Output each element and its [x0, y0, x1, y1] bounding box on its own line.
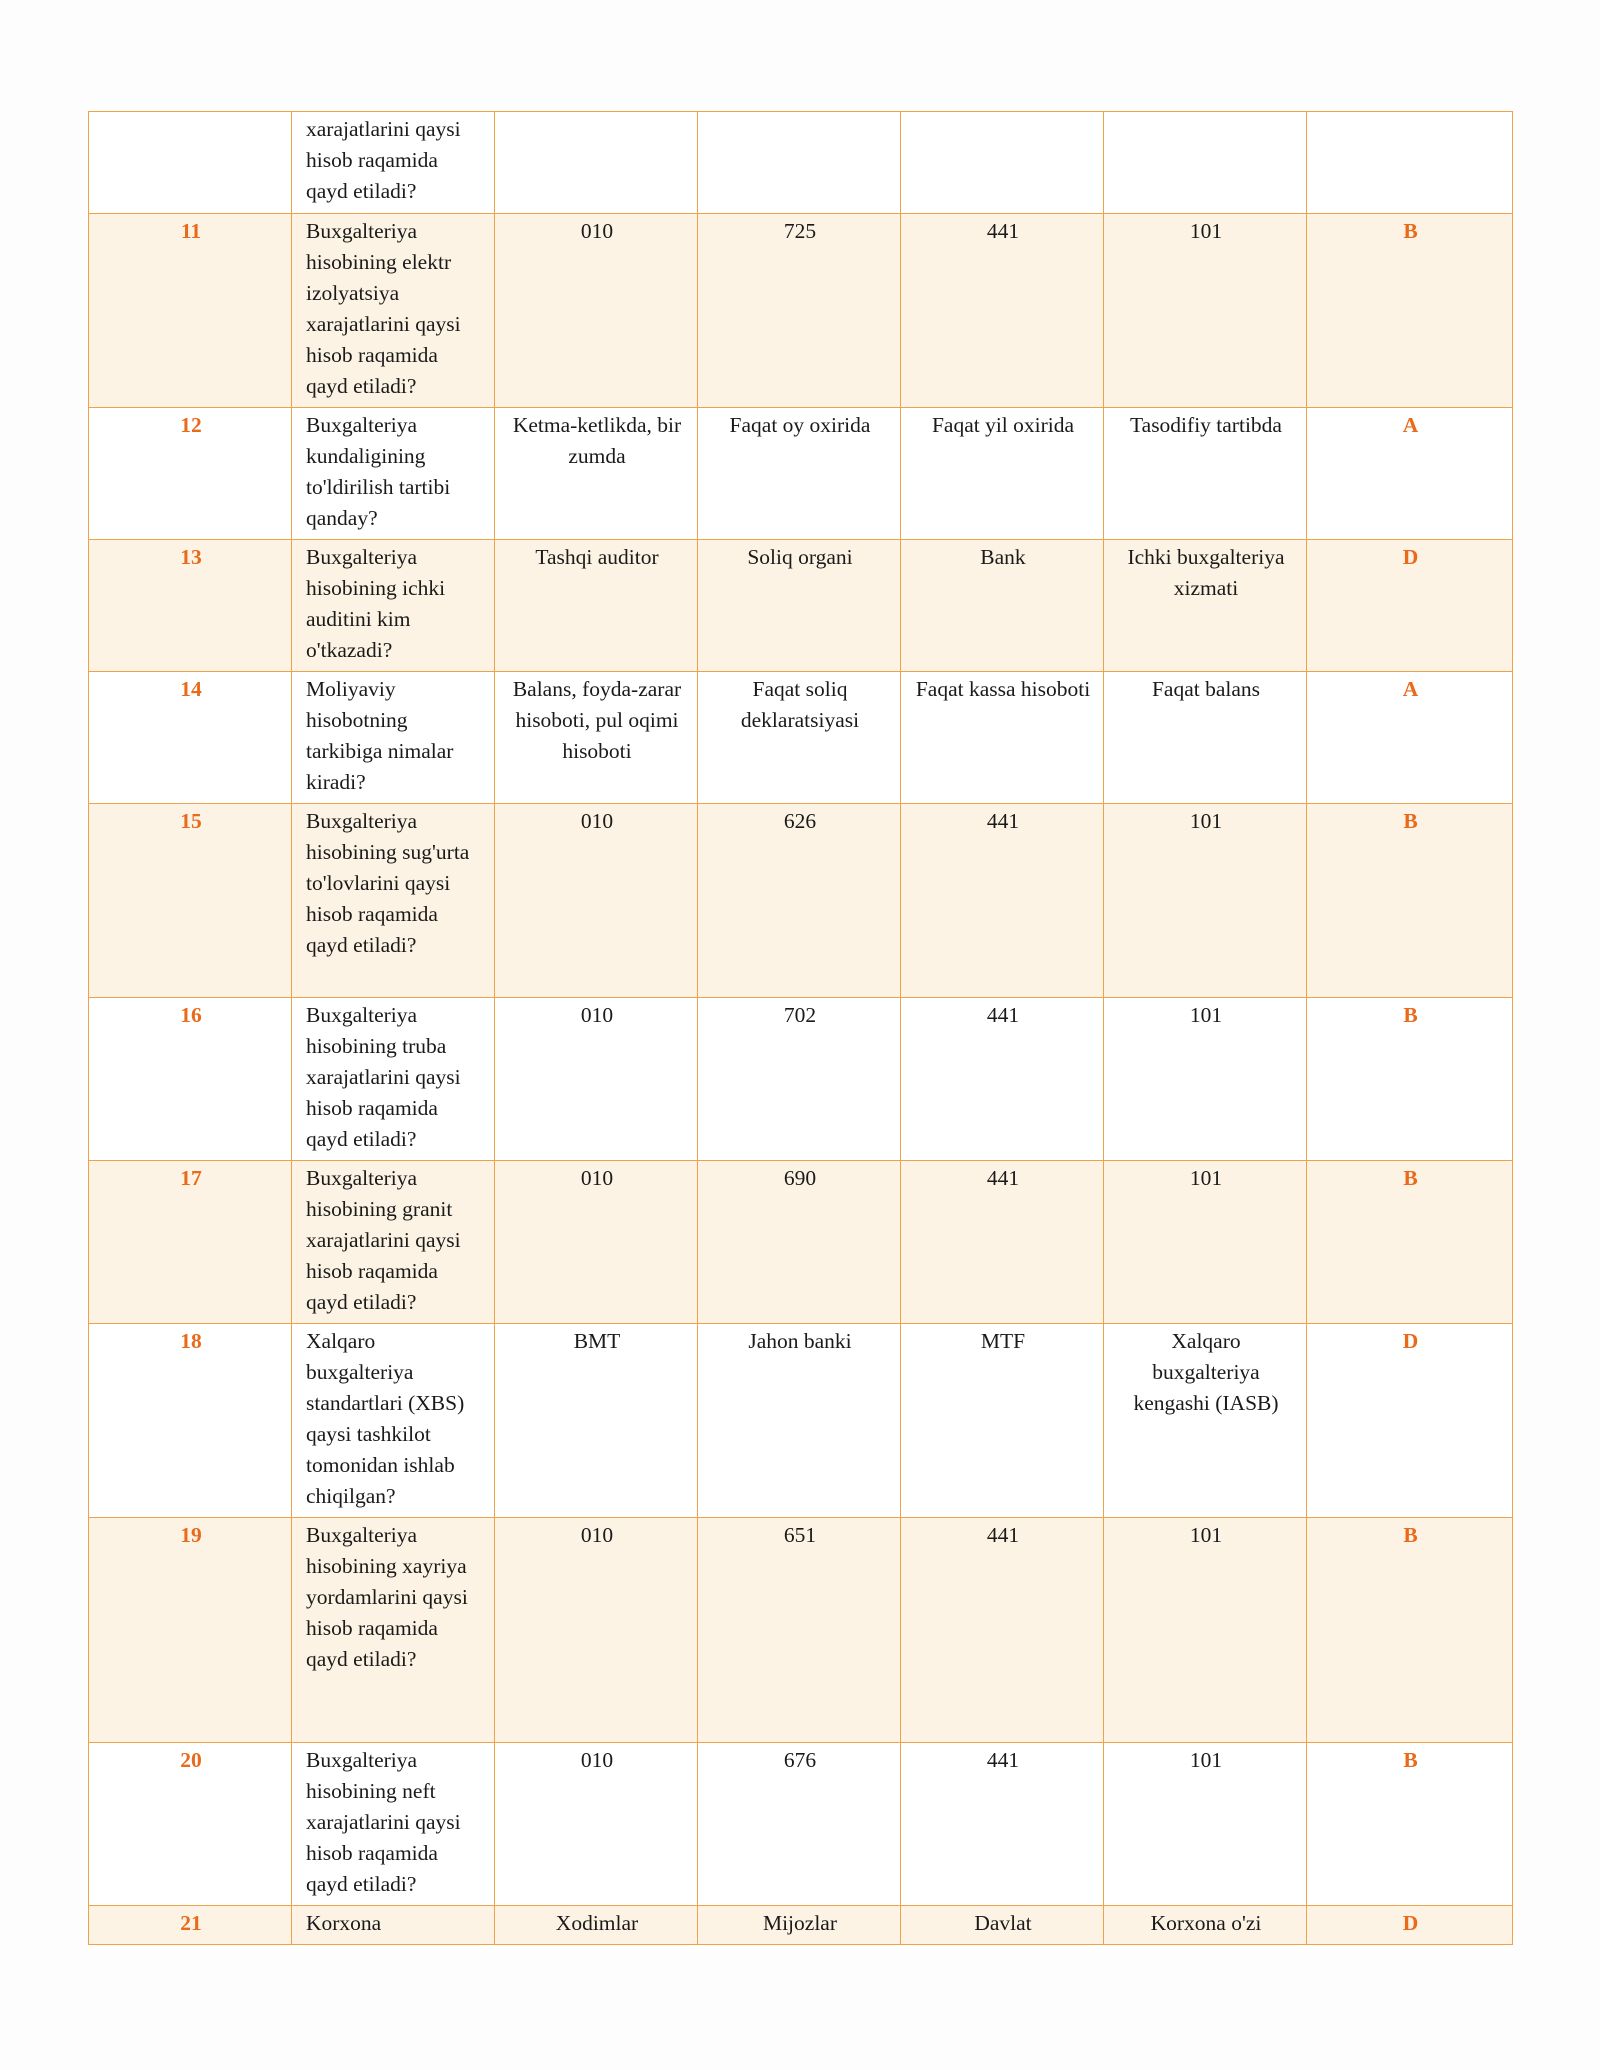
- option-b: 626: [698, 804, 901, 998]
- question-text: Buxgalteriya hisobining granit xarajatlarini qaysi hisob raqamida qayd etiladi?: [292, 1161, 495, 1324]
- question-number: 18: [89, 1324, 292, 1518]
- option-a: 010: [495, 804, 698, 998]
- option-d: Ichki buxgalteriya xizmati: [1104, 540, 1307, 672]
- question-number: 14: [89, 672, 292, 804]
- question-number: 17: [89, 1161, 292, 1324]
- option-a: 010: [495, 1743, 698, 1906]
- option-d: 101: [1104, 1161, 1307, 1324]
- option-b: 676: [698, 1743, 901, 1906]
- option-c: 441: [901, 1518, 1104, 1743]
- correct-answer: B: [1307, 804, 1513, 998]
- option-b: Faqat soliq deklaratsiyasi: [698, 672, 901, 804]
- correct-answer: D: [1307, 1906, 1513, 1945]
- table-row: [89, 1743, 1513, 1906]
- option-b: Soliq organi: [698, 540, 901, 672]
- correct-answer: A: [1307, 408, 1513, 540]
- question-text: Buxgalteriya hisobining neft xarajatlarini qaysi hisob raqamida qayd etiladi?: [292, 1743, 495, 1906]
- option-a: BMT: [495, 1324, 698, 1518]
- option-b: 690: [698, 1161, 901, 1324]
- table-row: [89, 1906, 1513, 1945]
- question-text: Buxgalteriya hisobining sug'urta to'lovlarini qaysi hisob raqamida qayd etiladi?: [292, 804, 495, 998]
- option-b: 651: [698, 1518, 901, 1743]
- option-d: 101: [1104, 214, 1307, 408]
- correct-answer: B: [1307, 1743, 1513, 1906]
- correct-answer: B: [1307, 1518, 1513, 1743]
- table-row: [89, 672, 1513, 804]
- question-text: Buxgalteriya hisobining ichki auditini kim o'tkazadi?: [292, 540, 495, 672]
- correct-answer: B: [1307, 214, 1513, 408]
- table-row: [89, 112, 1513, 214]
- option-d: Xalqaro buxgalteriya kengashi (IASB): [1104, 1324, 1307, 1518]
- question-number: 11: [89, 214, 292, 408]
- option-d: 101: [1104, 998, 1307, 1161]
- correct-answer: B: [1307, 998, 1513, 1161]
- question-number: 12: [89, 408, 292, 540]
- question-number: 15: [89, 804, 292, 998]
- option-d: Tasodifiy tartibda: [1104, 408, 1307, 540]
- option-b: Jahon banki: [698, 1324, 901, 1518]
- quiz-table-body: [89, 112, 1513, 1945]
- option-a: 010: [495, 1518, 698, 1743]
- option-c: MTF: [901, 1324, 1104, 1518]
- question-text: Moliyaviy hisobotning tarkibiga nimalar kiradi?: [292, 672, 495, 804]
- correct-answer: A: [1307, 672, 1513, 804]
- option-d: 101: [1104, 1518, 1307, 1743]
- option-a: Tashqi auditor: [495, 540, 698, 672]
- table-row: [89, 214, 1513, 408]
- question-text: Buxgalteriya hisobining elektr izolyatsiya xarajatlarini qaysi hisob raqamida qayd etiladi?: [292, 214, 495, 408]
- option-a: [495, 112, 698, 214]
- option-c: 441: [901, 804, 1104, 998]
- table-row: [89, 1161, 1513, 1324]
- option-b: Faqat oy oxirida: [698, 408, 901, 540]
- table-row: [89, 1518, 1513, 1743]
- option-a: Xodimlar: [495, 1906, 698, 1945]
- option-c: [901, 112, 1104, 214]
- quiz-table: [88, 111, 1513, 1945]
- option-b: [698, 112, 901, 214]
- table-row: [89, 804, 1513, 998]
- question-number: 19: [89, 1518, 292, 1743]
- option-d: [1104, 112, 1307, 214]
- question-number: 16: [89, 998, 292, 1161]
- question-number: 21: [89, 1906, 292, 1945]
- question-number: 20: [89, 1743, 292, 1906]
- table-row: [89, 998, 1513, 1161]
- question-text: Buxgalteriya hisobining truba xarajatlarini qaysi hisob raqamida qayd etiladi?: [292, 998, 495, 1161]
- question-text: Xalqaro buxgalteriya standartlari (XBS) qaysi tashkilot tomonidan ishlab chiqilgan?: [292, 1324, 495, 1518]
- option-c: Bank: [901, 540, 1104, 672]
- option-b: 702: [698, 998, 901, 1161]
- correct-answer: B: [1307, 1161, 1513, 1324]
- option-b: 725: [698, 214, 901, 408]
- option-c: Faqat kassa hisoboti: [901, 672, 1104, 804]
- option-b: Mijozlar: [698, 1906, 901, 1945]
- correct-answer: [1307, 112, 1513, 214]
- option-d: Korxona o'zi: [1104, 1906, 1307, 1945]
- correct-answer: D: [1307, 540, 1513, 672]
- option-c: 441: [901, 1161, 1104, 1324]
- table-row: [89, 1324, 1513, 1518]
- option-c: Faqat yil oxirida: [901, 408, 1104, 540]
- option-a: 010: [495, 1161, 698, 1324]
- table-row: [89, 408, 1513, 540]
- correct-answer: D: [1307, 1324, 1513, 1518]
- question-number: 13: [89, 540, 292, 672]
- question-number: [89, 112, 292, 214]
- option-c: 441: [901, 998, 1104, 1161]
- option-d: 101: [1104, 1743, 1307, 1906]
- option-a: 010: [495, 998, 698, 1161]
- option-d: 101: [1104, 804, 1307, 998]
- option-a: Balans, foyda-zarar hisoboti, pul oqimi hisoboti: [495, 672, 698, 804]
- option-a: 010: [495, 214, 698, 408]
- option-a: Ketma-ketlikda, bir zumda: [495, 408, 698, 540]
- option-c: 441: [901, 1743, 1104, 1906]
- option-d: Faqat balans: [1104, 672, 1307, 804]
- question-text: Buxgalteriya kundaligining to'ldirilish tartibi qanday?: [292, 408, 495, 540]
- question-text: Korxona: [292, 1906, 495, 1945]
- question-text: Buxgalteriya hisobining xayriya yordamlarini qaysi hisob raqamida qayd etiladi?: [292, 1518, 495, 1743]
- option-c: Davlat: [901, 1906, 1104, 1945]
- option-c: 441: [901, 214, 1104, 408]
- question-text: xarajatlarini qaysi hisob raqamida qayd etiladi?: [292, 112, 495, 214]
- table-row: [89, 540, 1513, 672]
